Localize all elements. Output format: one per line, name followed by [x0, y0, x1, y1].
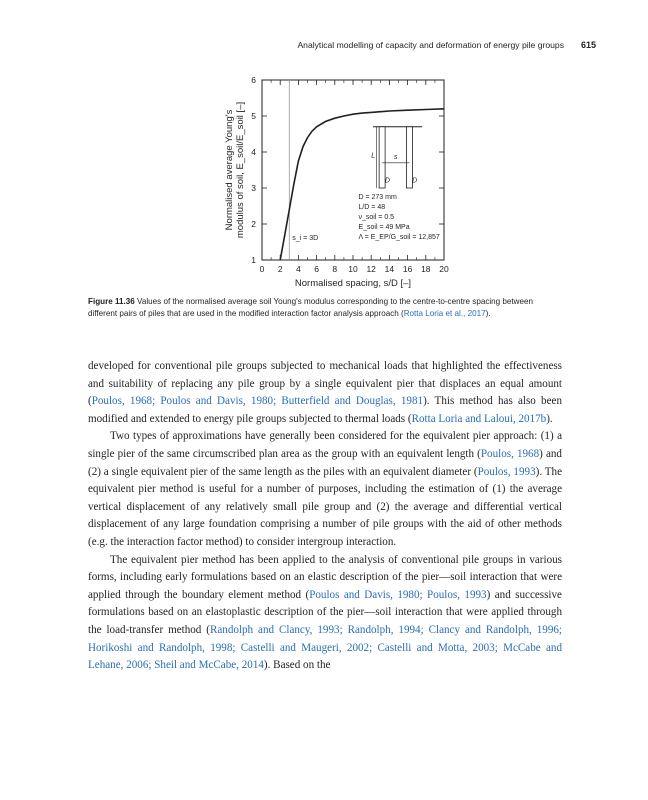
figure-caption	[88, 296, 562, 320]
y-axis-label-line2: modulus of soil, E_soil/E_soil [–]	[235, 101, 246, 239]
citation-link[interactable]: Poulos, 1968; Poulos and Davis, 1980; Butterfield and Douglas, 1981	[91, 395, 424, 408]
parameter-text: L/D = 48	[358, 203, 386, 211]
caption-text: Values of the normalised average soil Young's modulus corresponding to the centre-to-centre spacing between different pairs of piles that are used in the modified interaction factor analysis approach (	[88, 297, 534, 319]
paragraph	[88, 552, 562, 675]
page-number: 615	[580, 40, 596, 50]
y-tick-label: 6	[251, 75, 256, 85]
x-axis-label: Normalised spacing, s/D [–]	[294, 278, 412, 289]
parameter-text: Λ = E_EP/G_soil = 12,857	[358, 233, 440, 241]
y-tick-label: 4	[251, 147, 256, 157]
paragraph-text: ).	[546, 412, 553, 425]
y-tick-label: 5	[251, 111, 256, 121]
reference-line-label: s_i = 3D	[292, 235, 319, 243]
x-tick-label: 10	[348, 264, 358, 274]
caption-reference-link[interactable]: Rotta Loria et al., 2017	[403, 309, 486, 319]
citation-link[interactable]: Randolph and Clancy, 1993; Randolph, 1994; Clancy and Randolph, 1996; Horikoshi and Randolph, 1998; Castelli and Maugeri, 2002; Castelli and Motta, 2003; McCabe and Lehane, 2006; Sheil and McCabe, 2014	[88, 623, 562, 672]
running-title: Analytical modelling of capacity and deformation of energy pile groups	[297, 40, 564, 50]
inset-label-L: L	[371, 152, 376, 160]
x-tick-label: 0	[259, 264, 265, 274]
citation-link[interactable]: Rotta Loria and Laloui, 2017b	[411, 412, 547, 425]
paragraph	[88, 428, 562, 551]
y-tick-label: 1	[251, 255, 256, 265]
paragraph-text: Two types of approximations have generally been considered for the equivalent pier approach: (1) a single pier of the same circumscribed plan area as the group with an equivalent length (	[88, 430, 562, 460]
y-tick-label: 3	[251, 183, 256, 193]
x-tick-label: 16	[402, 264, 413, 274]
caption-label: Figure 11.36	[88, 297, 135, 306]
parameter-text: E_soil = 49 MPa	[358, 223, 410, 231]
body-text	[88, 358, 562, 675]
inset-label-s: s	[393, 154, 398, 162]
citation-link[interactable]: Poulos and Davis, 1980; Poulos, 1993	[309, 588, 487, 601]
paragraph-text: ). The equivalent pier method is useful for a number of purposes, including the estimation of (1) the average vertical displacement of any relatively small pile group and (2) the average and differential vertical displacement of any large foundation comprising a number of pile groups with the aid of other methods (e.g. the interaction factor method) to consider intergroup interaction.	[88, 465, 563, 548]
x-tick-label: 2	[277, 264, 283, 274]
paragraph-text: developed for conventional pile groups subjected to mechanical loads that highlighted the effectiveness and suitability of replacing any pile group by a single equivalent pier that displaces an equal amount (	[88, 360, 562, 408]
y-tick-label: 2	[251, 219, 256, 229]
x-tick-label: 4	[296, 264, 301, 274]
paragraph	[88, 358, 562, 428]
chart-svg	[200, 70, 460, 295]
citation-link[interactable]: Poulos, 1993	[477, 465, 536, 478]
x-tick-label: 18	[421, 264, 431, 274]
paragraph-text: ). Based on the	[263, 659, 331, 672]
inset-label-D2: D	[412, 177, 418, 185]
caption-end: ).	[485, 309, 491, 319]
paragraph-text: ) and (2) a single equivalent pier of the same length as the piles with an equivalent diameter (	[88, 447, 562, 478]
parameter-text: D = 273 mm	[358, 193, 397, 201]
paragraph-text: ) and successive formulations based on an elastoplastic description of the pier—soil interaction that were applied through the load-transfer method (	[88, 588, 562, 636]
parameter-text: ν_soil = 0.5	[358, 213, 395, 221]
x-tick-label: 12	[366, 264, 376, 274]
citation-link[interactable]: Poulos, 1968	[480, 447, 540, 460]
paragraph-text: The equivalent pier method has been applied to the analysis of conventional pile groups in various forms, including early formulations based on an elastic description of the pier—soil interaction that were applied through the boundary element method (	[88, 553, 562, 601]
figure-11-36	[200, 70, 460, 295]
inset-label-D1: D	[384, 177, 390, 185]
x-tick-label: 20	[439, 264, 449, 274]
y-axis-label-line1: Normalised average Young's	[224, 109, 235, 231]
x-tick-label: 14	[384, 264, 395, 274]
x-tick-label: 6	[314, 264, 319, 274]
paragraph-text: ). This method has also been modified and extended to energy pile groups subjected to thermal loads (	[88, 395, 562, 425]
running-header	[0, 40, 648, 56]
x-tick-label: 8	[332, 264, 338, 274]
